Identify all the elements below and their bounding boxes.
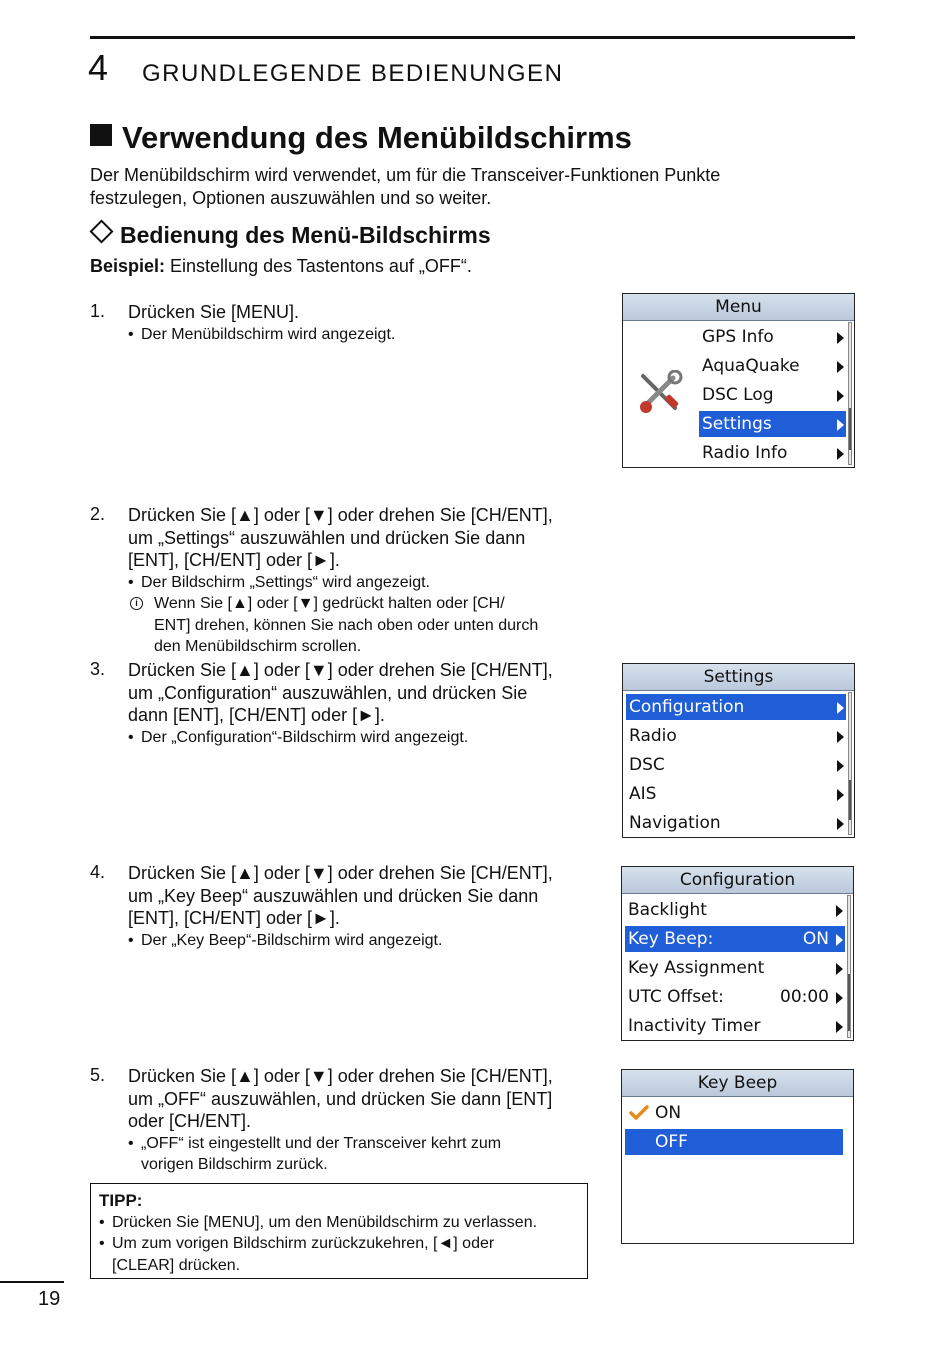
scrollbar-thumb[interactable] (849, 780, 851, 820)
step-number: 1. (90, 301, 106, 321)
scrollbar[interactable] (847, 895, 851, 1038)
menu-item-label: DSC (629, 755, 665, 775)
settings-item-ais[interactable] (626, 781, 846, 807)
example-label: Beispiel: (90, 256, 166, 276)
config-item-utc-offset[interactable] (625, 984, 845, 1010)
menu-item-label: Key Beep: (628, 929, 714, 949)
arrow-right-icon (836, 963, 843, 975)
step-info-note (128, 593, 600, 658)
example-text: Einstellung des Tastentons auf „OFF“. (165, 256, 472, 276)
keybeep-option-off[interactable] (625, 1129, 843, 1155)
step-2 (90, 504, 600, 658)
step-result-line: • „OFF“ ist eingestellt und der Transceiver kehrt zum (141, 1134, 502, 1152)
step-5 (90, 1065, 600, 1176)
arrow-right-icon (837, 789, 844, 801)
step-number: 2. (90, 504, 106, 524)
diamond-bullet-icon (89, 219, 113, 243)
top-rule (90, 36, 855, 39)
step-text-line: dann [ENT], [CH/ENT] oder [►]. (128, 705, 385, 725)
page-number: 19 (38, 1288, 61, 1310)
step-text: Drücken Sie [MENU]. (128, 302, 300, 322)
checkmark-icon (629, 1105, 649, 1121)
menu-item-label: Radio (629, 726, 677, 746)
step-number: 5. (90, 1065, 106, 1085)
tip-item-line: • Um zum vorigen Bildschirm zurückzukehren, [◄] oder (112, 1235, 495, 1252)
scrollbar[interactable] (848, 692, 852, 835)
screen-title: Menu (623, 294, 854, 321)
arrow-right-icon (837, 332, 844, 344)
step-result: • Der „Configuration“-Bildschirm wird angezeigt. (128, 727, 600, 749)
step-text-line: um „Key Beep“ auszuwählen und drücken Sie dann (128, 885, 539, 906)
subsection-title-text: Bedienung des Menü-Bildschirms (120, 222, 491, 248)
menu-item-label: Radio Info (702, 443, 788, 463)
menu-item-value: ON (802, 929, 829, 949)
menu-item-label: Configuration (629, 697, 745, 717)
step-3 (90, 659, 600, 748)
screen-title: Settings (623, 664, 854, 691)
settings-item-dsc[interactable] (626, 752, 846, 778)
config-item-backlight[interactable] (625, 897, 845, 923)
arrow-right-icon (837, 361, 844, 373)
section-title-text: Verwendung des Menübildschirms (122, 120, 632, 155)
menu-item-settings[interactable] (699, 411, 846, 437)
menu-item-label: AIS (629, 784, 657, 804)
arrow-right-icon (836, 934, 843, 946)
menu-item-radio-info[interactable] (699, 440, 846, 466)
info-line: Wenn Sie [▲] oder [▼] gedrückt halten oder [CH/ (154, 595, 505, 612)
section-title (90, 120, 632, 156)
screen-title: Configuration (622, 867, 853, 894)
subsection-title (90, 222, 491, 249)
arrow-right-icon (836, 905, 843, 917)
step-text-line: Drücken Sie [▲] oder [▼] oder drehen Sie [CH/ENT], (128, 1066, 553, 1086)
step-text-line: [ENT], [CH/ENT] oder [►]. (128, 908, 340, 928)
step-text-line: Drücken Sie [▲] oder [▼] oder drehen Sie [CH/ENT], (128, 863, 553, 883)
square-bullet-icon (90, 124, 112, 146)
step-1 (90, 301, 600, 345)
step-result: • Der Bildschirm „Settings“ wird angezeigt. (128, 572, 600, 594)
option-label: OFF (655, 1132, 688, 1152)
tip-box (90, 1183, 588, 1279)
info-line: den Menübildschirm scrollen. (154, 638, 362, 655)
step-4 (90, 862, 600, 951)
settings-item-navigation[interactable] (626, 810, 846, 836)
page-number-rule (0, 1281, 64, 1283)
tip-item: • Drücken Sie [MENU], um den Menübildschirm zu verlassen. (99, 1212, 579, 1234)
step-text-line: Drücken Sie [▲] oder [▼] oder drehen Sie [CH/ENT], (128, 660, 553, 680)
config-item-inactivity-timer[interactable] (625, 1013, 845, 1039)
menu-item-label: GPS Info (702, 327, 774, 347)
menu-item-label: Navigation (629, 813, 721, 833)
step-text-line: Drücken Sie [▲] oder [▼] oder drehen Sie [CH/ENT], (128, 505, 553, 525)
settings-item-radio[interactable] (626, 723, 846, 749)
step-text-line: oder [CH/ENT]. (128, 1111, 252, 1131)
step-text-line: um „Settings“ auszuwählen und drücken Sie dann (128, 527, 526, 548)
arrow-right-icon (837, 731, 844, 743)
step-number: 4. (90, 862, 106, 882)
config-item-key-assignment[interactable] (625, 955, 845, 981)
screen-title: Key Beep (622, 1070, 853, 1097)
menu-item-label: Backlight (628, 900, 707, 920)
option-label: ON (655, 1103, 682, 1123)
menu-screen (622, 293, 855, 468)
config-item-key-beep[interactable] (625, 926, 845, 952)
arrow-right-icon (837, 702, 844, 714)
menu-item-dsc-log[interactable] (699, 382, 846, 408)
menu-item-gps-info[interactable] (699, 324, 846, 350)
arrow-right-icon (837, 760, 844, 772)
info-icon: i (130, 597, 143, 610)
tip-item (99, 1233, 579, 1276)
menu-item-label: DSC Log (702, 385, 774, 405)
step-text-line: um „Configuration“ auszuwählen, und drücken Sie (128, 682, 528, 703)
tip-heading: TIPP: (99, 1191, 143, 1210)
scrollbar-thumb[interactable] (849, 408, 851, 450)
chapter-number: 4 (88, 47, 109, 88)
chapter-title: GRUNDLEGENDE BEDIENUNGEN (142, 60, 564, 87)
menu-item-label: Key Assignment (628, 958, 765, 978)
menu-item-aquaquake[interactable] (699, 353, 846, 379)
configuration-screen (621, 866, 854, 1041)
tip-item-line: [CLEAR] drücken. (112, 1256, 241, 1274)
menu-item-label: Settings (702, 414, 772, 434)
settings-screen (622, 663, 855, 838)
menu-item-label: UTC Offset: (628, 987, 724, 1007)
step-result: • Der Menübildschirm wird angezeigt. (128, 324, 600, 346)
section-intro: Der Menübildschirm wird verwendet, um für die Transceiver-Funktionen Punkte festzulegen, Optionen auszuwählen und so weiter. (90, 165, 721, 208)
menu-item-value: 00:00 (780, 987, 829, 1007)
arrow-right-icon (837, 390, 844, 402)
arrow-right-icon (837, 818, 844, 830)
key-beep-screen (621, 1069, 854, 1244)
keybeep-option-on[interactable] (625, 1100, 843, 1126)
step-result (128, 1133, 600, 1176)
settings-item-configuration[interactable] (626, 694, 846, 720)
menu-item-label: AquaQuake (702, 356, 800, 376)
arrow-right-icon (837, 448, 844, 460)
step-number: 3. (90, 659, 106, 679)
arrow-right-icon (837, 419, 844, 431)
arrow-right-icon (836, 1021, 843, 1033)
scrollbar[interactable] (848, 322, 852, 465)
info-line: ENT] drehen, können Sie nach oben oder unten durch (154, 616, 539, 634)
step-text-line: [ENT], [CH/ENT] oder [►]. (128, 550, 340, 570)
arrow-right-icon (836, 992, 843, 1004)
step-text-line: um „OFF“ auszuwählen, und drücken Sie dann [ENT] (128, 1088, 553, 1109)
step-result: • Der „Key Beep“-Bildschirm wird angezeigt. (128, 930, 600, 952)
example-line (90, 256, 472, 277)
step-result-line: vorigen Bildschirm zurück. (141, 1156, 328, 1173)
scrollbar-thumb[interactable] (848, 974, 850, 1032)
tools-icon (637, 370, 683, 416)
menu-item-label: Inactivity Timer (628, 1016, 761, 1036)
